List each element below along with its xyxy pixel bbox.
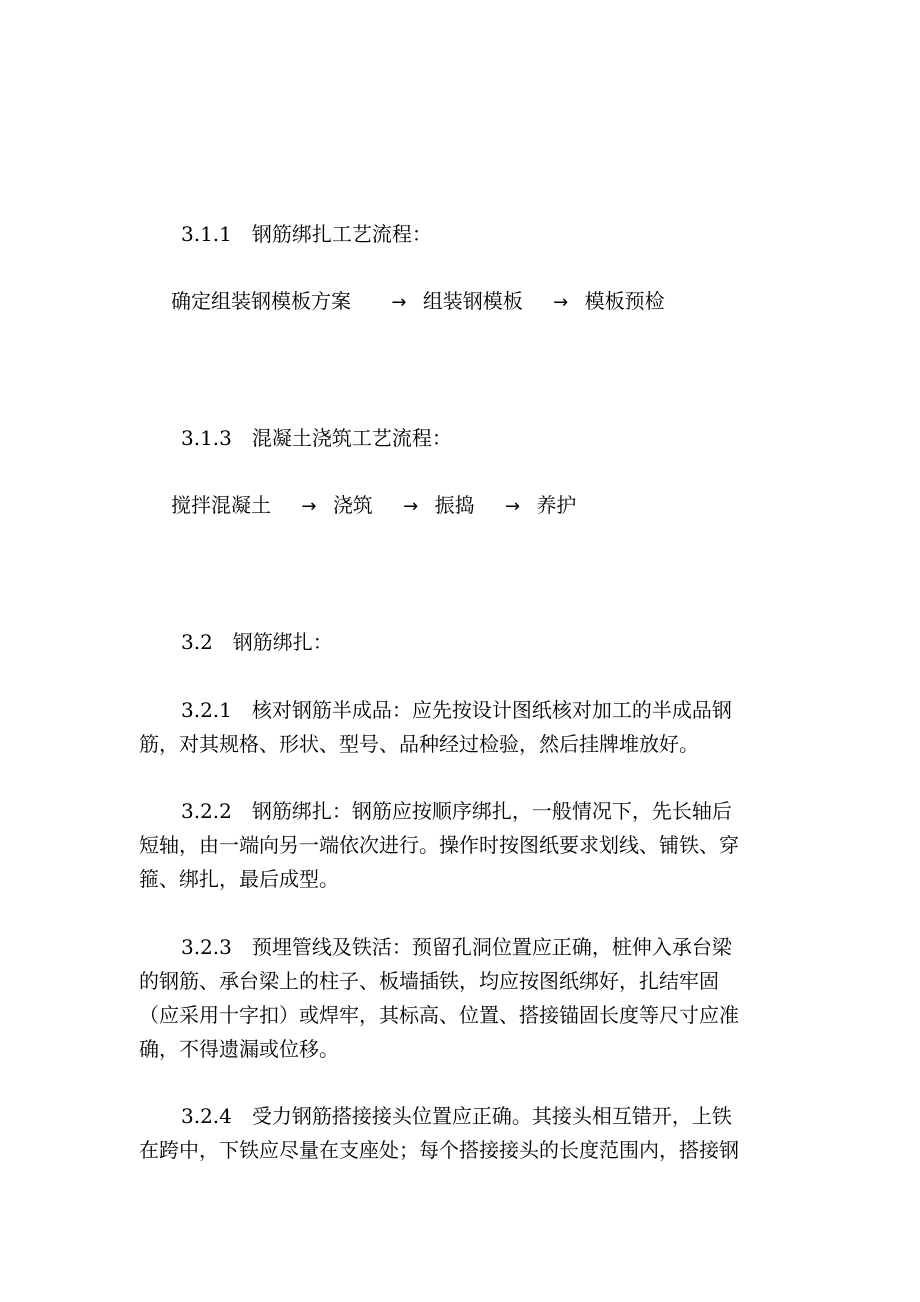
arrow-right-icon: → (301, 496, 317, 517)
process-flow-concrete (171, 493, 576, 519)
arrow-right-icon: → (391, 292, 407, 313)
paragraph-3-2-1-line-1: 3.2.1 核对钢筋半成品：应先按设计图纸核对加工的半成品钢 (181, 698, 732, 722)
flow-step-inspect: 模板预检 (584, 289, 665, 313)
flow-step-cure: 养护 (536, 493, 577, 517)
arrow-right-icon: → (504, 496, 521, 517)
paragraph-3-2-3-line-4: 确，不得遗漏或位移。 (139, 1037, 339, 1061)
section-heading-3-2: 3.2 钢筋绑扎： (181, 630, 333, 654)
paragraph-3-2-3-line-3: （应采用十字扣）或焊牢，其标高、位置、搭接锚固长度等尺寸应准 (139, 1003, 739, 1027)
arrow-right-icon: → (553, 292, 569, 313)
paragraph-3-2-2-line-1: 3.2.2 钢筋绑扎：钢筋应按顺序绑扎，一般情况下，先长轴后 (181, 799, 732, 823)
flow-step-plan: 确定组装钢模板方案 (171, 289, 351, 313)
paragraph-3-2-2-line-2: 短轴，由一端向另一端依次进行。操作时按图纸要求划线、铺铁、穿 (139, 833, 739, 857)
flow-step-vibrate: 振捣 (434, 493, 475, 517)
flow-step-pour: 浇筑 (332, 493, 373, 517)
arrow-right-icon: → (403, 496, 419, 517)
flow-step-assemble: 组装钢模板 (422, 289, 523, 313)
paragraph-3-2-3-line-2: 的钢筋、承台梁上的柱子、板墙插铁，均应按图纸绑好，扎结牢固 (139, 969, 719, 993)
section-heading-3-1-1: 3.1.1 钢筋绑扎工艺流程： (181, 222, 432, 246)
paragraph-3-2-3-line-1: 3.2.3 预埋管线及铁活：预留孔洞位置应正确，桩伸入承台梁 (181, 935, 732, 959)
paragraph-3-2-2-line-3: 箍、绑扎，最后成型。 (139, 867, 339, 891)
paragraph-3-2-4-line-1: 3.2.4 受力钢筋搭接接头位置应正确。其接头相互错开，上铁 (181, 1104, 732, 1128)
flow-step-mix: 搅拌混凝土 (171, 493, 271, 517)
section-heading-3-1-3: 3.1.3 混凝土浇筑工艺流程： (181, 426, 452, 450)
paragraph-3-2-4-line-2: 在跨中，下铁应尽量在支座处；每个搭接接头的长度范围内，搭接钢 (139, 1138, 739, 1162)
process-flow-formwork (171, 289, 665, 315)
paragraph-3-2-1-line-2: 筋，对其规格、形状、型号、品种经过检验，然后挂牌堆放好。 (139, 732, 699, 756)
